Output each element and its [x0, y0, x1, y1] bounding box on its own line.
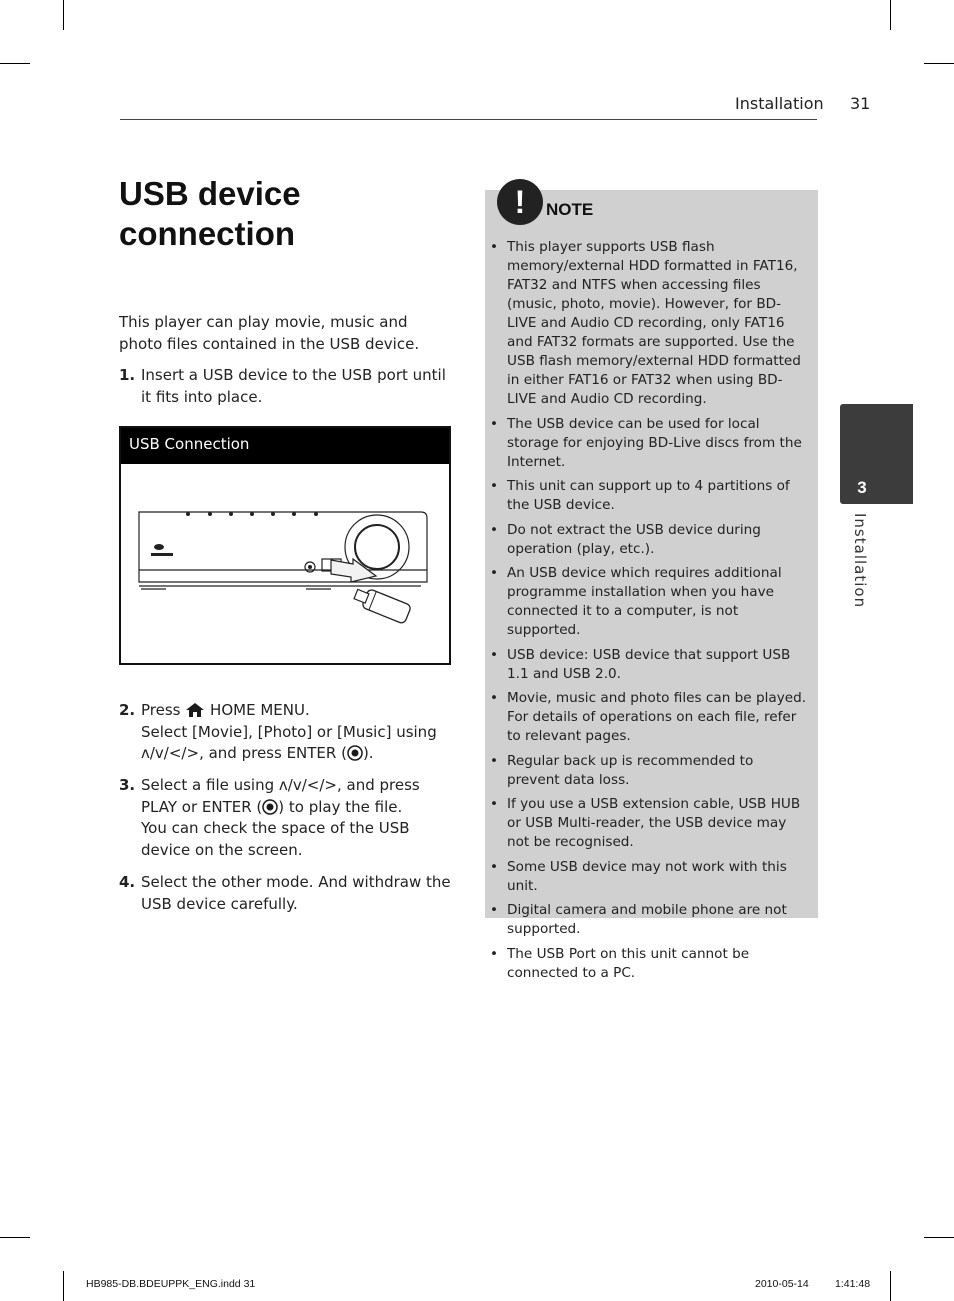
- crop-mark: [0, 1237, 30, 1238]
- crop-mark: [63, 1271, 64, 1301]
- footer-filename: HB985-DB.BDEUPPK_ENG.indd 31: [86, 1278, 256, 1290]
- page-title: USB device connection: [119, 175, 301, 252]
- bullet: •: [490, 565, 499, 581]
- home-icon: [185, 702, 205, 718]
- bullet: •: [490, 752, 499, 769]
- note-item-text: Digital camera and mobile phone are not supported.: [507, 902, 787, 937]
- note-item-text: Regular back up is recommended to prevent data loss.: [507, 752, 754, 788]
- crop-mark: [0, 63, 30, 64]
- footer-time: 1:41:48: [835, 1278, 871, 1290]
- player-usb-illustration: [121, 464, 449, 663]
- bullet: •: [490, 690, 499, 706]
- step-text: You can check the space of the USB device on the screen.: [141, 819, 410, 859]
- step-number: 3.: [119, 776, 136, 794]
- step-text: , and press PLAY or ENTER (: [141, 776, 420, 816]
- crop-mark: [924, 1237, 954, 1238]
- arrow-keys-label: ʌ/v/</>: [278, 776, 337, 794]
- note-item: [485, 752, 818, 790]
- step-number: 1.: [119, 366, 136, 384]
- crop-mark: [924, 63, 954, 64]
- header-divider: [120, 119, 817, 120]
- intro-paragraph: This player can play movie, music and photo files contained in the USB device.: [119, 313, 420, 353]
- step-text: Select a file using: [141, 776, 275, 794]
- note-item-text: The USB device can be used for local storage for enjoying BD-Live discs from the Internet.: [507, 415, 802, 470]
- note-list: [485, 238, 818, 988]
- step-number: 4.: [119, 873, 136, 891]
- usb-connection-figure: [119, 426, 451, 665]
- note-item: [485, 477, 818, 515]
- note-item: [485, 238, 818, 409]
- bullet: •: [490, 415, 499, 432]
- note-item-text: This unit can support up to 4 partitions of the USB device.: [507, 478, 790, 513]
- note-item: [485, 415, 818, 472]
- crop-mark: [890, 0, 891, 30]
- step-text: Select the other mode. And withdraw the USB device carefully.: [141, 873, 451, 913]
- page-number: 31: [850, 94, 871, 113]
- note-item: [485, 945, 818, 983]
- step-text: ).: [362, 744, 374, 762]
- note-item-text: The USB Port on this unit cannot be connected to a PC.: [507, 945, 750, 981]
- note-item-text: USB device: USB device that support USB 1.1 and USB 2.0.: [507, 646, 791, 682]
- note-item: [485, 795, 818, 852]
- figure-title: USB Connection: [121, 428, 449, 464]
- footer-date: 2010-05-14: [755, 1278, 809, 1290]
- note-item-text: An USB device which requires additional programme installation when you have connected it to a computer, is not supported.: [507, 565, 782, 638]
- note-item: [485, 689, 818, 746]
- step-number: 2.: [119, 701, 136, 719]
- note-label: NOTE: [546, 200, 594, 219]
- enter-icon: [262, 799, 278, 815]
- note-item-text: This player supports USB flash memory/external HDD formatted in FAT16, FAT32 and NTFS when accessing files (music, photo, movie). However, for BD-LIVE and Audio CD recording, only FAT16 and FAT32 formats are supported. Use the USB flash memory/external HDD formatted in either FAT16 or FAT32 when using BD-LIVE and Audio CD recording.: [507, 239, 801, 407]
- note-item: [485, 521, 818, 559]
- crop-mark: [63, 0, 64, 30]
- exclamation-glyph: !: [514, 184, 526, 220]
- bullet: •: [490, 646, 499, 663]
- note-item: [485, 901, 818, 939]
- note-item-text: Some USB device may not work with this unit.: [507, 858, 787, 894]
- step-3: [119, 775, 454, 861]
- step-2: [119, 700, 454, 765]
- note-item: [485, 646, 818, 684]
- crop-mark: [890, 1271, 891, 1301]
- step-text: Press: [141, 701, 181, 719]
- bullet: •: [490, 521, 499, 538]
- step-text: , and press ENTER (: [199, 744, 347, 762]
- home-menu-label: HOME MENU.: [210, 701, 310, 719]
- step-text: Select [Movie], [Photo] or [Music] using: [141, 722, 437, 741]
- step-4: [119, 872, 454, 915]
- bullet: •: [490, 796, 499, 812]
- step-text: ) to play the file.: [278, 797, 403, 816]
- note-item: [485, 858, 818, 896]
- bullet: •: [490, 902, 499, 918]
- chapter-number: 3: [857, 478, 867, 497]
- bullet: •: [490, 478, 499, 494]
- note-item-text: If you use a USB extension cable, USB HUB or USB Multi-reader, the USB device may not be recognised.: [507, 796, 801, 850]
- chapter-label: Installation: [851, 513, 869, 609]
- note-item: [485, 564, 818, 640]
- running-header-section: Installation: [735, 94, 824, 113]
- step-1: [119, 365, 454, 408]
- step-text: Insert a USB device to the USB port until it fits into place.: [141, 366, 446, 406]
- note-box: [485, 184, 818, 981]
- arrow-keys-label: ʌ/v/</>: [141, 744, 200, 762]
- bullet: •: [490, 858, 499, 875]
- note-item-text: Movie, music and photo files can be played. For details of operations on each file, refer to relevant pages.: [507, 690, 807, 744]
- note-item-text: Do not extract the USB device during operation (play, etc.).: [507, 521, 761, 557]
- enter-icon: [347, 745, 363, 761]
- exclamation-icon: [497, 179, 543, 225]
- bullet: •: [490, 239, 499, 255]
- bullet: •: [490, 945, 499, 962]
